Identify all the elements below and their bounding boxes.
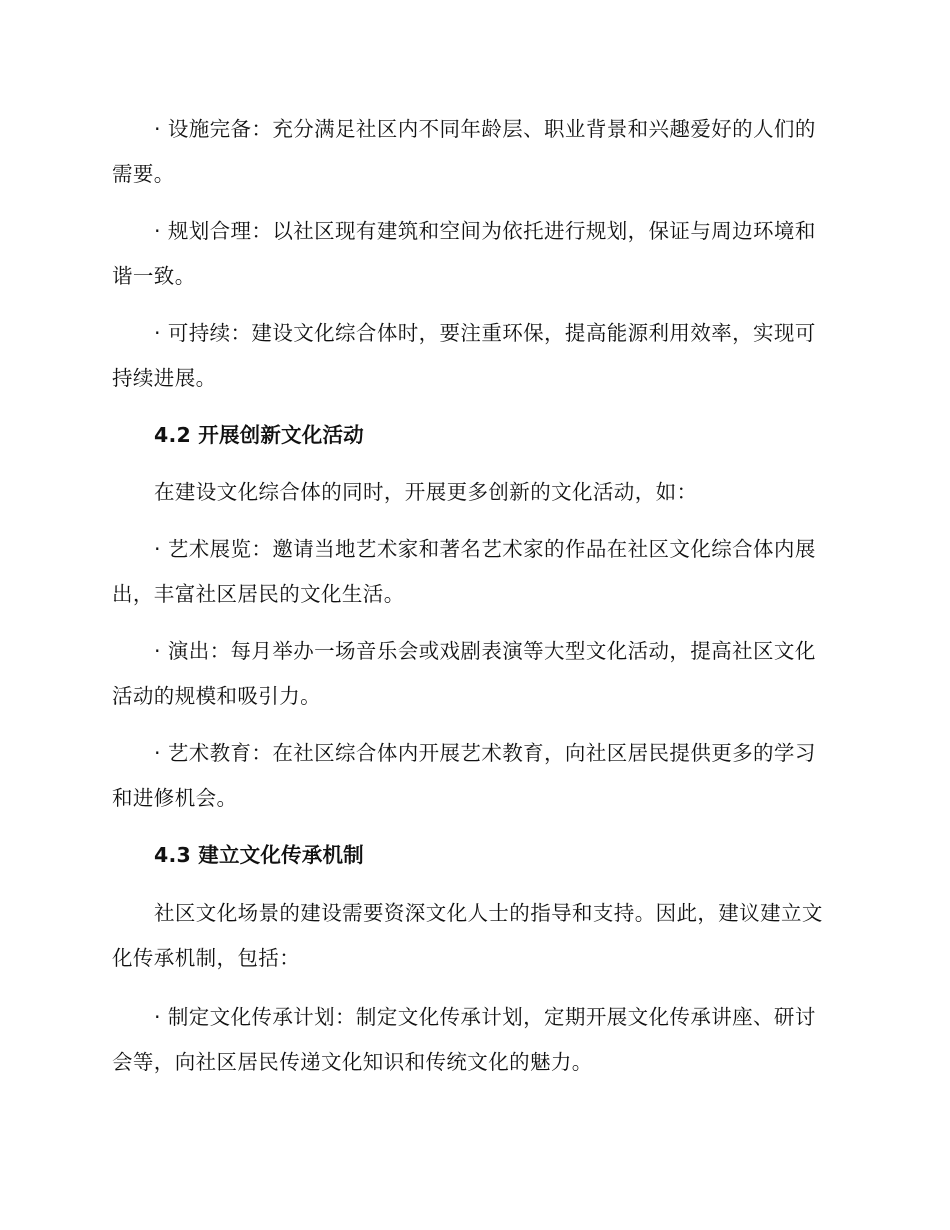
bullet-art-exhibition: · 艺术展览：邀请当地艺术家和著名艺术家的作品在社区文化综合体内展出，丰富社区居民的文化生活。 <box>112 537 816 606</box>
bullet-planning: · 规划合理：以社区现有建筑和空间为依托进行规划，保证与周边环境和谐一致。 <box>112 219 816 288</box>
bullet-heritage-plan: · 制定文化传承计划：制定文化传承计划，定期开展文化传承讲座、研讨会等，向社区居民传递文化知识和传统文化的魅力。 <box>112 1005 816 1074</box>
bullet-art-education: · 艺术教育：在社区综合体内开展艺术教育，向社区居民提供更多的学习和进修机会。 <box>112 741 816 810</box>
bullet-performance: · 演出：每月举办一场音乐会或戏剧表演等大型文化活动，提高社区文化活动的规模和吸引力。 <box>112 639 816 708</box>
bullet-sustainable: · 可持续：建设文化综合体时，要注重环保，提高能源利用效率，实现可持续进展。 <box>112 321 816 390</box>
section-heading-4-2: 4.2 开展创新文化活动 <box>154 423 364 447</box>
section-4-2-intro: 在建设文化综合体的同时，开展更多创新的文化活动，如： <box>154 480 698 504</box>
bullet-facilities: · 设施完备：充分满足社区内不同年龄层、职业背景和兴趣爱好的人们的需要。 <box>112 117 816 186</box>
section-heading-4-3: 4.3 建立文化传承机制 <box>154 843 364 867</box>
section-4-3-intro: 社区文化场景的建设需要资深文化人士的指导和支持。因此，建议建立文化传承机制，包括： <box>112 901 823 970</box>
